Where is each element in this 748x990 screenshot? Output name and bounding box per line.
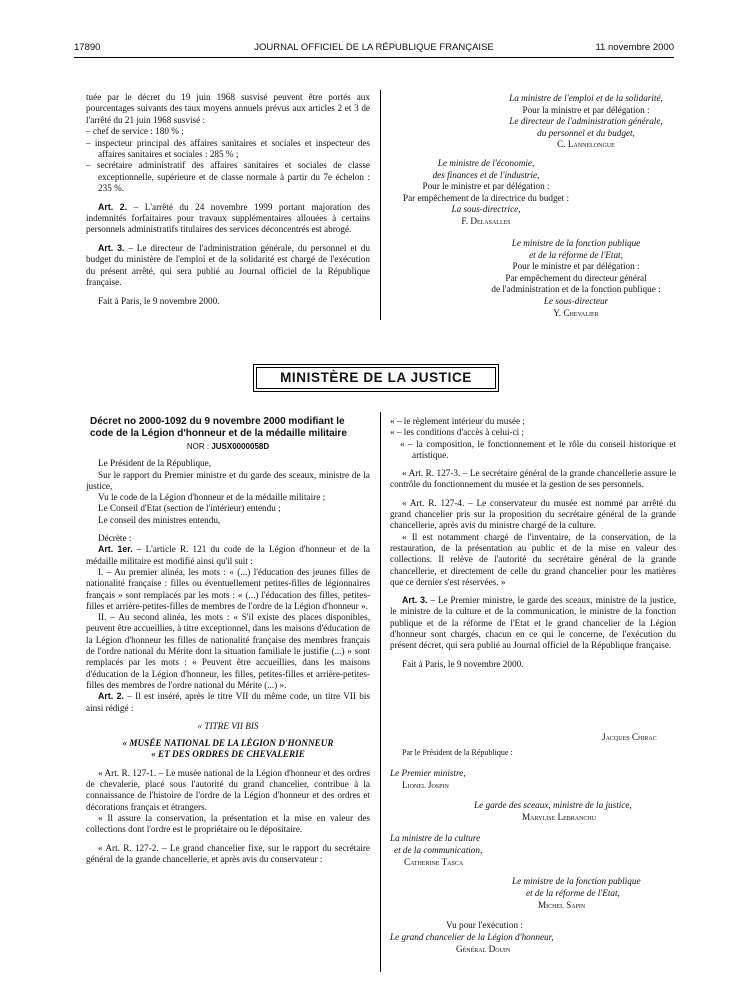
musee-heading-1: « MUSÉE NATIONAL DE LA LÉGION D'HONNEUR — [122, 738, 334, 749]
signature-line: Le ministre de la fonction publique — [511, 238, 641, 248]
signature-block-1 — [456, 93, 716, 151]
signature-line: Par empêchement du directeur général — [505, 272, 647, 283]
article-label: Art. 1er. — [98, 544, 133, 555]
article-1-I: I. – Au premier alinéa, les mots : « (...) l'éducation des jeunes filles de nationalité française : filles ou éventuellement petites-filles de légionnaires français » sont remplacés par les mots : « (...) l'éducation des filles, petites-filles et arrière-petites-filles de membres de l'ordre de la Légion d'honneur ». — [86, 566, 370, 611]
article-r127-2: « Art. R. 127-2. – Le grand chancelier fixe, sur le rapport du secrétaire général de la grande chancellerie, et après avis du conservateur : — [86, 842, 370, 864]
gc-name: Général Douin — [456, 944, 511, 954]
signatory-name: F. Delasalles — [461, 215, 511, 226]
signature-line: Pour le ministre et par délégation : — [512, 261, 640, 272]
article-label: Art. 2. — [98, 691, 124, 702]
gc-title: Le grand chancelier de la Légion d'honneur, — [390, 932, 554, 942]
article-r127-1-b: « Il assure la conservation, la présentation et la mise en valeur des collections dont l'ordre est le propriétaire ou le dépositaire. — [86, 812, 370, 835]
signature-line: La sous-directrice, — [451, 204, 521, 215]
article-2 — [86, 691, 370, 714]
decree-right-column — [390, 416, 676, 670]
article-r127-1: « Art. R. 127-1. – Le musée national de la Légion d'honneur et des ordres de chevalerie, placé sous l'autorité du grand chancelier, contribue à la connaissance de l'histoire de l'ordre de la Légion d'honneur et des ordres et décorations français et étrangers. — [86, 767, 370, 812]
culture-title-1: La ministre de la culture — [390, 833, 481, 843]
vu-execution: Vu pour l'exécution : — [446, 920, 523, 930]
article-label: Art. 2. — [98, 201, 128, 212]
intro-line: Vu le code de la Légion d'honneur et de la médaille militaire ; — [98, 492, 326, 503]
article-1 — [86, 544, 370, 567]
signature-line: Le ministre de l'économie, — [437, 158, 535, 168]
signatory-name: C. Lannelongue — [557, 139, 615, 150]
culture-title-2: et de la communication, — [394, 845, 483, 855]
signature-line: Par empêchement de la directrice du budget : — [402, 192, 570, 203]
header-rule — [74, 57, 674, 58]
pm-name: Lionel Jospin — [402, 780, 449, 790]
decree-title: Décret no 2000-1092 du 9 novembre 2000 modifiant le code de la Légion d'honneur et de la médaille militaire — [90, 416, 347, 439]
signature-line: Le directeur de l'administration générale, — [509, 116, 663, 127]
signature-line: La ministre de l'emploi et de la solidarité, — [509, 93, 663, 103]
article-text: – Le Premier ministre, le garde des sceaux, ministre de la justice, le ministre de la culture et de la communication, le ministre de la fonction publique et de la réforme de l'Etat et le grand chancelier de la Légion d'honneur sont chargés, chacun en ce qui le concerne, de l'exécution du présent décret, qui sera publié au Journal officiel de la République française. — [390, 595, 676, 651]
intro-line: Sur le rapport du Premier ministre et du garde des sceaux, ministre de la justice, — [86, 469, 370, 491]
signature-line: et de la réforme de l'Etat, — [529, 249, 623, 260]
president-name: Jacques Chirac — [602, 732, 657, 742]
list-item: – secrétaire administratif des affaires sanitaires et sociales de classe exceptionnelle, supérieure et de classe normale à partir du 7e échelon : 235 %. — [86, 160, 370, 194]
intro-line: Le Président de la République, — [98, 458, 212, 469]
garde-title: Le garde des sceaux, ministre de la justice, — [474, 800, 632, 810]
decrete: Décrète : — [98, 533, 132, 544]
par-president: Par le Président de la République : — [402, 748, 513, 757]
fp-title-2: et de la réforme de l'Etat, — [526, 888, 620, 898]
issue-date: 11 novembre 2000 — [595, 42, 674, 53]
signature-block-3 — [466, 238, 686, 319]
garde-name: Marylise Lebranchu — [522, 812, 597, 822]
article-text: – L'article R. 121 du code de la Légion d'honneur et de la médaille militaire est modifié ainsi qu'il suit : — [86, 544, 370, 566]
article-3 — [86, 243, 370, 289]
article-r127-4-b: « Il est notamment chargé de l'inventaire, de la conservation, de la restauration, de la présentation au public et de la mise en valeur des collections. Il relève de l'autorité du secrétaire général de la grande chancellerie, et directement de celle du grand chancelier pour les matières que ce dernier s'est réservées. » — [390, 531, 676, 587]
culture-name: Catherine Tasca — [404, 857, 464, 867]
intro-line: Le conseil des ministres entendu, — [98, 514, 221, 525]
list-item: – inspecteur principal des affaires sanitaires et sociales et inspecteur des affaires sanitaires et sociales : 285 % ; — [86, 137, 370, 160]
article-2 — [86, 202, 370, 236]
done-at: Fait à Paris, le 9 novembre 2000. — [98, 295, 220, 306]
signature-line: Le sous-directeur — [543, 295, 609, 306]
list-item: – chef de service : 180 % ; — [86, 126, 184, 137]
article-r127-3: « Art. R. 127-3. – Le secrétaire général de la grande chancellerie assure le contrôle du fonctionnement du musée et la gestion de ses personnels. — [390, 468, 676, 490]
article-label: Art. 3. — [402, 595, 428, 606]
musee-heading-2: « ET DES ORDRES DE CHEVALERIE — [151, 749, 305, 760]
signature-line: du personnel et du budget, — [537, 127, 635, 138]
section-title-box — [253, 364, 499, 392]
list-item: « – le règlement intérieur du musée ; — [390, 416, 525, 426]
article-r127-4: « Art. R. 127-4. – Le conservateur du musée est nommé par arrêté du grand chancelier pris sur la proposition du secrétaire général de la grande chancellerie, après avis du ministre chargé de la culture. — [390, 497, 676, 531]
paragraph: tuée par le décret du 19 juin 1968 susvisé peuvent être portés aux pourcentages suivants des taux moyens annuels prévus aux articles 2 et 3 de l'arrêté du 21 juin 1968 susvisé : — [86, 92, 370, 125]
signature-line: des finances et de l'industrie, — [432, 169, 540, 180]
decree-left-column — [86, 416, 370, 865]
article-3 — [390, 595, 676, 651]
article-1-II: II. – Au second alinéa, les mots : « S'il existe des places disponibles, peuvent être accueillies, à titre exceptionnel, dans les maisons d'éducation de la Légion d'honneur les filles de nationalité française des membres français de l'ordre national du Mérite dont la situation familiale le justifie (...) » sont remplacés par les mots : « Peuvent être accueillies, dans les maisons d'éducation de la Légion d'honneur, les filles, petites-filles et arrière-petites-filles des membres de l'ordre national du Mérite (...) ». — [86, 612, 370, 690]
intro-line: Le Conseil d'Etat (section de l'intérieur) entendu ; — [98, 503, 281, 514]
nor-label: NOR : — [186, 442, 212, 451]
fp-title-1: Le ministre de la fonction publique — [512, 876, 641, 886]
article-text: – L'arrêté du 24 novembre 1999 portant majoration des indemnités forfaitaires pour travaux supplémentaires allouées à certains personnels administratifs titulaires des services déconcentrés est abrogé. — [86, 201, 370, 235]
pm-title: Le Premier ministre, — [390, 768, 466, 778]
list-item: « – les conditions d'accès à celui-ci ; — [390, 427, 525, 438]
nor-value: JUSX0000058D — [211, 442, 270, 451]
column-divider-top — [380, 90, 381, 320]
list-item: « – la composition, le fonctionnement et le rôle du conseil historique et artistique. — [400, 438, 676, 460]
journal-title: JOURNAL OFFICIEL DE LA RÉPUBLIQUE FRANÇAISE — [254, 42, 494, 53]
section-title: MINISTÈRE DE LA JUSTICE — [256, 367, 496, 389]
titre-heading: « TITRE VII BIS — [197, 720, 259, 731]
signature-line: Pour le ministre et par délégation : — [422, 181, 550, 192]
page-header — [74, 40, 674, 56]
signature-block-2 — [386, 158, 586, 228]
signature-line: de l'administration et de la fonction publique : — [491, 284, 661, 295]
page-number: 17890 — [74, 42, 101, 53]
done-at: Fait à Paris, le 9 novembre 2000. — [402, 658, 524, 669]
article-label: Art. 3. — [98, 242, 125, 253]
signatory-name: Y. Chevalier — [553, 307, 599, 318]
article-text: – Il est inséré, après le titre VII du même code, un titre VII bis ainsi rédigé : — [86, 691, 370, 713]
top-left-column — [86, 92, 370, 307]
article-text: – Le directeur de l'administration générale, du personnel et du budget du ministère de l'emploi et de la solidarité est chargé de l'exécution du présent arrêté, qui sera publié au Journal officiel de la République française. — [86, 242, 370, 288]
fp-name: Michel Sapin — [538, 900, 586, 910]
nor-reference — [86, 441, 370, 452]
signature-line: Pour la ministre et par délégation : — [522, 104, 650, 115]
column-divider-bottom — [380, 412, 381, 972]
